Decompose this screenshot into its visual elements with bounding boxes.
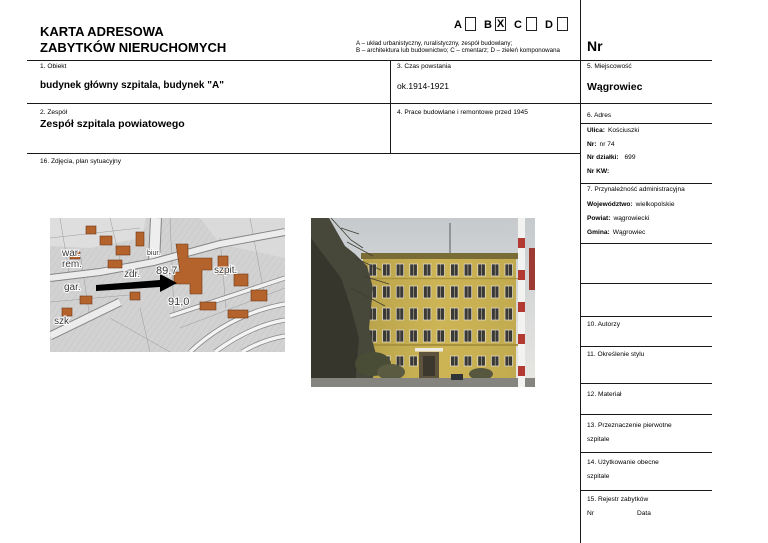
photo-striped-pole bbox=[518, 218, 525, 387]
map-label-zdr: zdr. bbox=[124, 269, 141, 280]
field-rejestr-nr-label: Nr bbox=[587, 510, 594, 517]
field-material-label: 12. Materiał bbox=[587, 391, 622, 398]
admin-voivodeship-row bbox=[587, 202, 675, 209]
rule-line bbox=[580, 452, 712, 453]
address-plot-row bbox=[587, 155, 636, 162]
rule-line bbox=[27, 153, 580, 154]
address-street-row bbox=[587, 128, 639, 135]
photo-ground bbox=[311, 378, 535, 387]
admin-county-row bbox=[587, 216, 649, 223]
field-zdjecia-label: 16. Zdjęcia, plan sytuacyjny bbox=[40, 158, 121, 165]
address-land-register-row bbox=[587, 169, 609, 176]
address-number-value: nr 74 bbox=[599, 141, 615, 148]
address-street-key: Ulica: bbox=[587, 127, 605, 134]
rule-line bbox=[580, 283, 712, 284]
map-label-height-91-0: 91,0 bbox=[168, 296, 190, 308]
field-autorzy-label: 10. Autorzy bbox=[587, 321, 620, 328]
map-label-biur: biur. bbox=[147, 250, 161, 257]
building-photo bbox=[311, 218, 535, 387]
field-uzytkowanie-label: 14. Użytkowanie obecne bbox=[587, 459, 659, 466]
field-adres-label: 6. Adres bbox=[587, 112, 612, 119]
entrance-canopy bbox=[415, 348, 443, 352]
field-uzytkowanie-value: szpitale bbox=[587, 473, 610, 480]
field-obiekt-label: 1. Obiekt bbox=[40, 63, 67, 70]
field-rejestr-label: 15. Rejestr zabytków bbox=[587, 496, 649, 503]
admin-county-value: wągrowiecki bbox=[613, 215, 650, 222]
category-legend-line2: B – architektura lub budownictwo; C – cmentarz; D – zieleń komponowana bbox=[356, 47, 560, 54]
map-label-height-89-7: 89,7 bbox=[156, 265, 178, 277]
card-title-line1: KARTA ADRESOWA bbox=[40, 24, 164, 39]
category-d-label: D bbox=[545, 19, 553, 31]
rule-line bbox=[27, 103, 712, 104]
admin-commune-row bbox=[587, 230, 645, 237]
rule-line bbox=[580, 123, 712, 124]
rule-line bbox=[580, 316, 712, 317]
admin-commune-key: Gmina: bbox=[587, 229, 610, 236]
field-czas-powstania-value: ok.1914-1921 bbox=[397, 81, 449, 91]
field-miejscowosc-label: 5. Miejscowość bbox=[587, 63, 632, 70]
category-d-checkbox bbox=[557, 17, 568, 31]
column-divider bbox=[390, 60, 391, 153]
address-number-key: Nr: bbox=[587, 141, 597, 148]
admin-county-key: Powiat: bbox=[587, 215, 611, 222]
rule-line bbox=[580, 346, 712, 347]
address-land-register-key: Nr KW: bbox=[587, 168, 610, 175]
field-przynaleznosc-label: 7. Przynależność administracyjna bbox=[587, 186, 685, 193]
rule-line bbox=[580, 414, 712, 415]
field-prace-label: 4. Prace budowlane i remontowe przed 1945 bbox=[397, 109, 528, 116]
category-a-checkbox bbox=[465, 17, 476, 31]
rule-line bbox=[580, 183, 712, 184]
field-zespol-value: Zespół szpitala powiatowego bbox=[40, 118, 185, 130]
field-styl-label: 11. Określenie stylu bbox=[587, 351, 645, 358]
photo-car bbox=[451, 374, 463, 380]
category-legend-line1: A – układ urbanistyczny, ruralistyczny, zespół budowlany; bbox=[356, 40, 513, 47]
rule-line bbox=[580, 243, 712, 244]
map-label-rem: rem. bbox=[62, 259, 82, 270]
address-number-row bbox=[587, 142, 615, 149]
rule-line bbox=[580, 490, 712, 491]
field-przeznaczenie-value: szpitale bbox=[587, 436, 610, 443]
site-plan-map bbox=[50, 218, 285, 352]
card-title-line2: ZABYTKÓW NIERUCHOMYCH bbox=[40, 40, 227, 55]
field-przeznaczenie-label: 13. Przeznaczenie pierwotne bbox=[587, 422, 672, 429]
field-miejscowosc-value: Wągrowiec bbox=[587, 81, 643, 93]
field-rejestr-data-label: Data bbox=[637, 510, 651, 517]
card-number-label: Nr bbox=[587, 38, 603, 54]
photo-red-sign bbox=[529, 248, 535, 290]
category-b-checkbox: X bbox=[496, 18, 505, 30]
address-street-value: Kościuszki bbox=[607, 127, 640, 134]
rule-line bbox=[27, 60, 712, 61]
admin-voivodeship-value: wielkopolskie bbox=[635, 201, 675, 208]
rule-line bbox=[580, 383, 712, 384]
column-divider bbox=[580, 0, 581, 543]
category-b-label: B bbox=[484, 19, 492, 31]
category-a-label: A bbox=[454, 19, 462, 31]
field-obiekt-value: budynek główny szpitala, budynek "A" bbox=[40, 80, 224, 91]
field-czas-powstania-label: 3. Czas powstania bbox=[397, 63, 451, 70]
admin-voivodeship-key: Województwo: bbox=[587, 201, 633, 208]
map-label-szpit: szpit. bbox=[214, 265, 238, 276]
map-label-war: war. bbox=[62, 248, 81, 259]
field-zespol-label: 2. Zespół bbox=[40, 109, 68, 116]
map-label-gar: gar. bbox=[64, 282, 81, 293]
map-label-szk: szk bbox=[54, 316, 69, 327]
category-c-label: C bbox=[514, 19, 522, 31]
address-plot-key: Nr działki: bbox=[587, 154, 619, 161]
category-c-checkbox bbox=[526, 17, 537, 31]
admin-commune-value: Wągrowiec bbox=[612, 229, 646, 236]
address-plot-value: 699 bbox=[624, 154, 636, 161]
